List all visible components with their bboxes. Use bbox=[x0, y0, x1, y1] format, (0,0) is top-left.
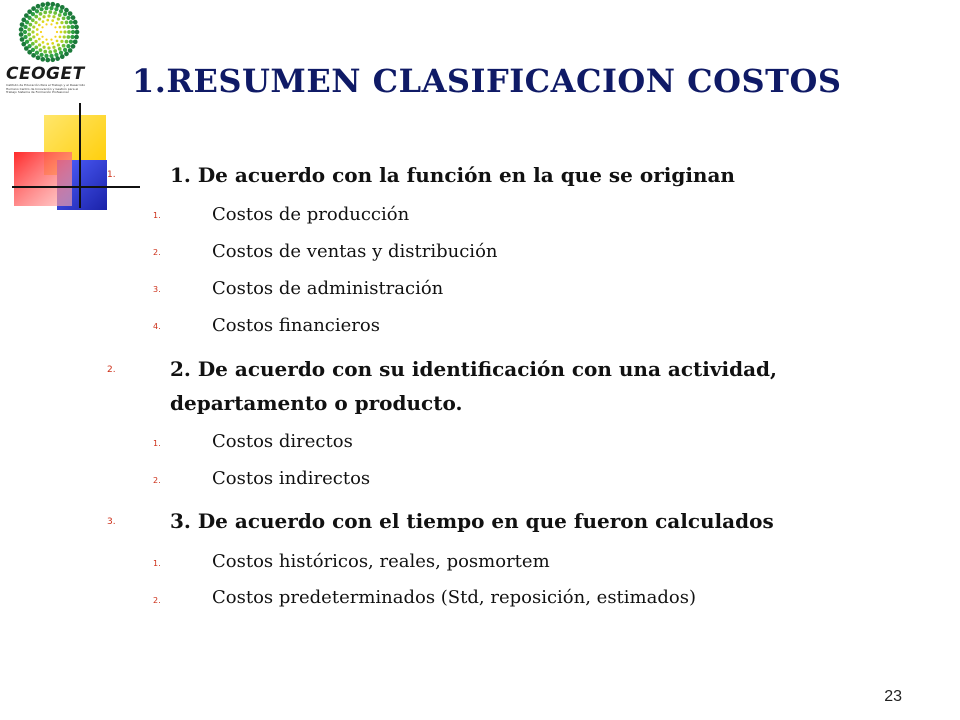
list-item: Costos de ventas y distribución bbox=[212, 241, 498, 262]
logo-subtitle: Instituto de Educación Para el Trabajo y el Desarrollo Humano Centro de Innovación y Gestión para el Trabajo Sistema de Formación Profesional bbox=[6, 83, 86, 95]
decorative-squares bbox=[0, 90, 140, 230]
slide-title: 1.RESUMEN CLASIFICACION COSTOS bbox=[132, 62, 842, 100]
page-number: 23 bbox=[884, 688, 902, 705]
list-item: Costos financieros bbox=[212, 315, 380, 336]
list-number: 3. bbox=[107, 517, 116, 527]
list-number: 2. bbox=[107, 365, 116, 375]
logo-wordmark: CEOGET bbox=[6, 64, 85, 84]
list-item-continuation: departamento o producto. bbox=[170, 391, 463, 415]
list-item: 1. De acuerdo con la función en la que se originan bbox=[170, 163, 735, 187]
list-number: 1. bbox=[107, 170, 116, 180]
list-item: Costos de producción bbox=[212, 204, 410, 225]
list-item: Costos predeterminados (Std, reposición, estimados) bbox=[212, 587, 696, 608]
list-item: 3. De acuerdo con el tiempo en que fueron calculados bbox=[170, 509, 774, 533]
list-number: 2. bbox=[153, 596, 161, 605]
list-number: 2. bbox=[153, 476, 161, 485]
list-item: Costos directos bbox=[212, 431, 353, 452]
list-item: Costos históricos, reales, posmortem bbox=[212, 551, 550, 572]
list-item: Costos indirectos bbox=[212, 468, 371, 489]
list-number: 2. bbox=[153, 248, 161, 257]
list-item: Costos de administración bbox=[212, 278, 444, 299]
list-number: 3. bbox=[153, 285, 161, 294]
list-item: 2. De acuerdo con su identificación con una actividad, bbox=[170, 357, 777, 381]
list-number: 1. bbox=[153, 559, 161, 568]
list-number: 1. bbox=[153, 439, 161, 448]
list-number: 4. bbox=[153, 322, 161, 331]
list-number: 1. bbox=[153, 211, 161, 220]
